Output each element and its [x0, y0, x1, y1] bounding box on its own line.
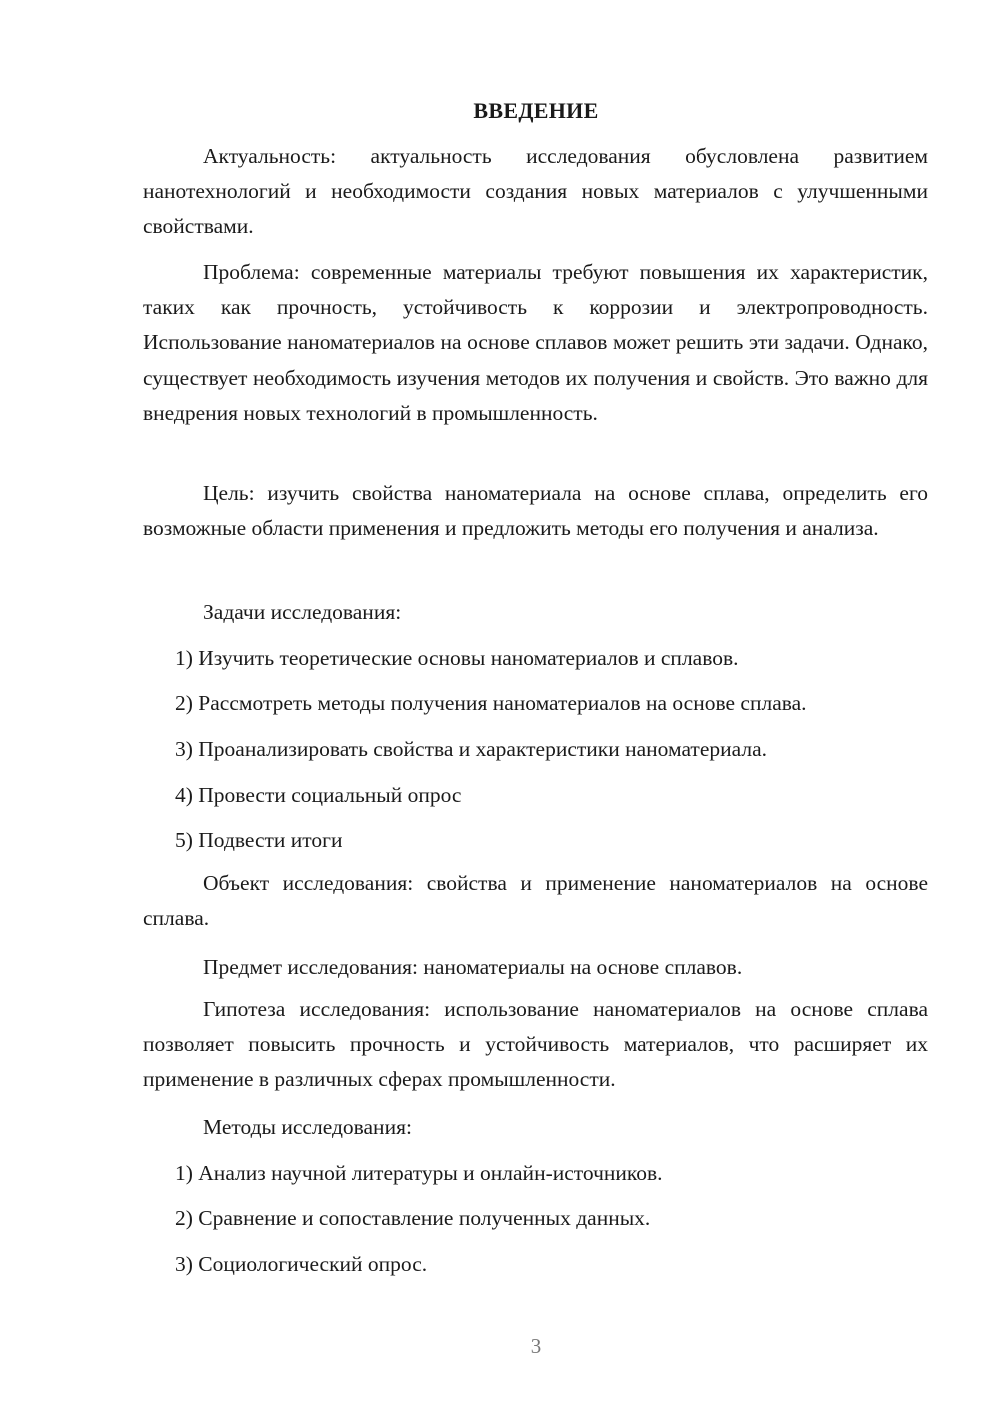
- list-item: 3) Социологический опрос.: [175, 1252, 428, 1276]
- paragraph-object: Объект исследования: свойства и применение наноматериалов на основе сплава.: [143, 871, 928, 931]
- list-item: 2) Сравнение и сопоставление полученных данных.: [175, 1206, 651, 1230]
- methods-heading: Методы исследования:: [203, 1115, 412, 1139]
- list-item: 1) Анализ научной литературы и онлайн-источников.: [175, 1161, 663, 1185]
- paragraph-subject: Предмет исследования: наноматериалы на основе сплавов.: [203, 955, 743, 979]
- list-item: 1) Изучить теоретические основы наноматериалов и сплавов.: [175, 646, 739, 670]
- page-title: ВВЕДЕНИЕ: [473, 98, 599, 123]
- list-item: 5) Подвести итоги: [175, 828, 343, 852]
- page-number: 3: [530, 1334, 542, 1358]
- paragraph-relevance: Актуальность: актуальность исследования обусловлена развитием нанотехнологий и необходимости создания новых материалов с улучшенными свойствами.: [143, 144, 928, 239]
- paragraph-hypothesis: Гипотеза исследования: использование наноматериалов на основе сплава позволяет повысить прочность и устойчивость материалов, что расширяет их применение в различных сферах промышленности.: [143, 997, 928, 1092]
- paragraph-problem: Проблема: современные материалы требуют повышения их характеристик, таких как прочность, устойчивость к коррозии и электропроводность. Использование наноматериалов на основе сплавов может решить эти задачи. Однако, существует необходимость изучения методов их получения и свойств. Это важно для внедрения новых технологий в промышленность.: [143, 260, 928, 425]
- list-item: 4) Провести социальный опрос: [175, 783, 462, 807]
- list-item: 2) Рассмотреть методы получения наноматериалов на основе сплава.: [175, 691, 807, 715]
- tasks-heading: Задачи исследования:: [203, 600, 402, 624]
- paragraph-goal: Цель: изучить свойства наноматериала на основе сплава, определить его возможные области применения и предложить методы его получения и анализа.: [143, 481, 928, 541]
- list-item: 3) Проанализировать свойства и характеристики наноматериала.: [175, 737, 768, 761]
